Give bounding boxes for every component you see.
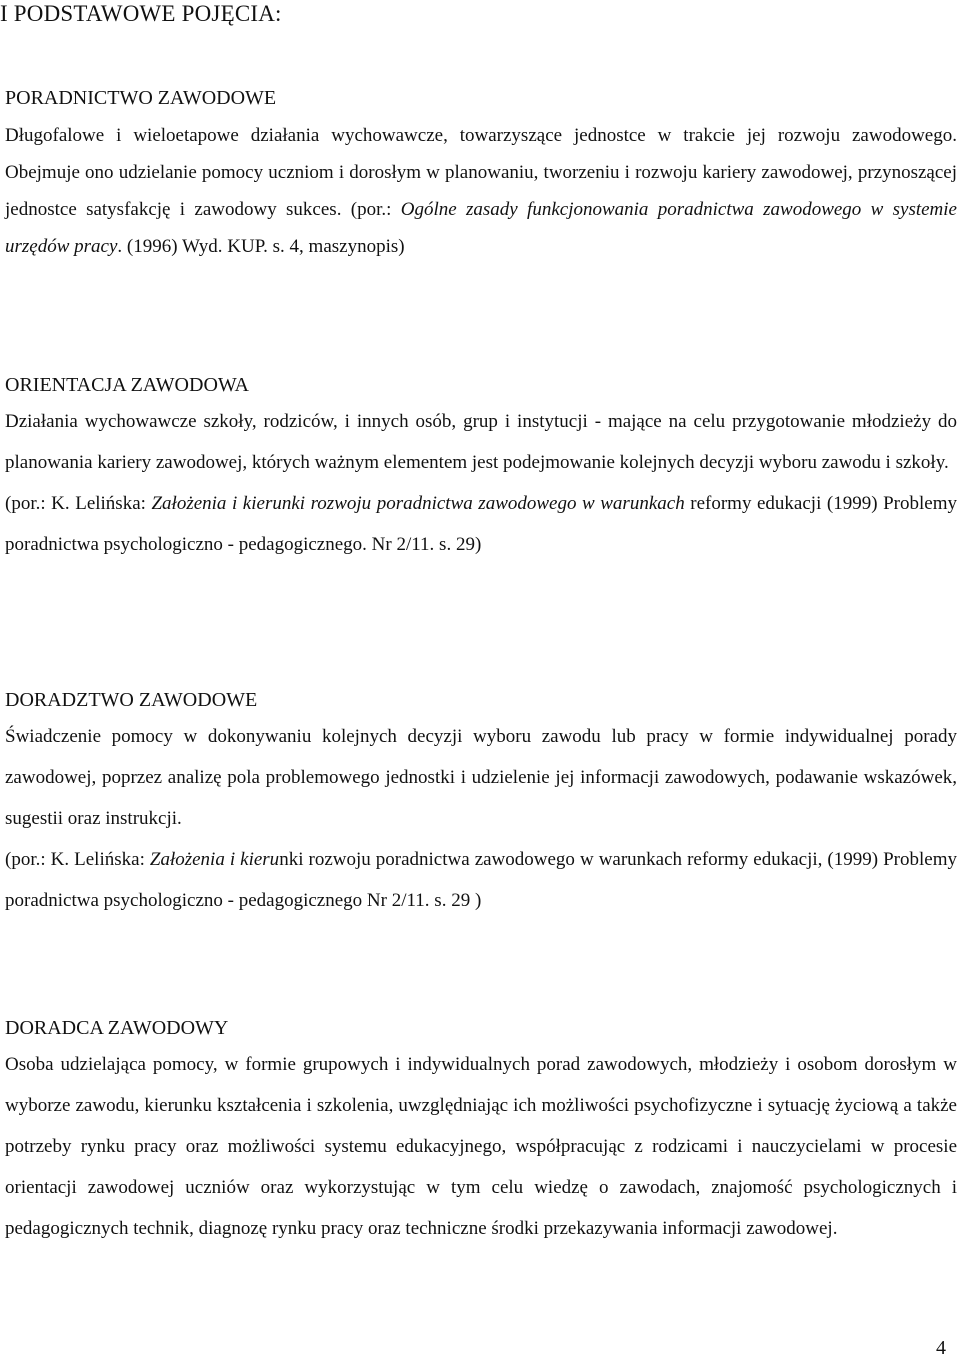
page-number: 4 [936,1337,946,1359]
section-body [5,117,957,265]
section-heading: DORADZTWO ZAWODOWE [5,689,258,711]
ref-title: Założenia i kierunki rozwoju poradnictwa zawodowego w warunkach [151,493,685,514]
ref-prefix: (por.: [341,199,401,220]
ref-prefix: (por.: K. Lelińska: [5,849,150,870]
body-text: Długofalowe i wieloetapowe działania wychowawcze, towarzyszące jednostce w trakcie jej rozwoju zawodowego. Obejmuje ono udzielanie pomocy uczniom i dorosłym w planowaniu, tworzeniu i rozwoju kariery zawodowej, przynoszącej jednostce satysfakcję i zawodowy sukces. [5,125,957,220]
section-orientacja-zawodowa [5,371,957,565]
ref-suffix: nki rozwoju poradnictwa zawodowego w warunkach reformy edukacji, (1999) Problemy poradnictwa psychologiczno - pedagogicznego Nr 2/11. s. 29 ) [5,849,957,911]
ref-prefix: (por.: K. Lelińska: [5,493,152,514]
section-heading: ORIENTACJA ZAWODOWA [5,374,249,396]
section-heading: DORADCA ZAWODOWY [5,1017,229,1039]
ref-title: Założenia i kieru [149,849,280,870]
section-doradztwo-zawodowe [5,686,957,921]
section-doradca-zawodowy [5,1014,957,1249]
ref-suffix: . (1996) Wyd. KUP. s. 4, maszynopis) [117,236,405,257]
section-body: Osoba udzielająca pomocy, w formie grupowych i indywidualnych porad zawodowych, młodzieży i osobom dorosłym w wyborze zawodu, kierunku kształcenia i szkolenia, uwzględniając ich możliwości psychofizyczne i sytuację życiową a także potrzeby rynku pracy oraz możliwości systemu edukacyjnego, współpracując z rodzicami i nauczycielami w procesie orientacji zawodowej uczniów oraz wykorzystując w tym celu wiedzę o zawodach, znajomość psychologicznych i pedagogicznych technik, diagnozę rynku pracy oraz techniczne środki przekazywania informacji zawodowej. [5,1054,957,1239]
section-body: Świadczenie pomocy w dokonywaniu kolejnych decyzji wyboru zawodu lub pracy w formie indywidualnej porady zawodowej, poprzez analizę pola problemowego jednostki i udzielenie jej informacji zawodowych, podawanie wskazówek, sugestii oraz instrukcji. [5,726,957,829]
section-reference [5,839,957,921]
ref-suffix: reformy edukacji (1999) Problemy poradnictwa psychologiczno - pedagogicznego. Nr 2/11. s. 29) [5,493,958,555]
section-heading: PORADNICTWO ZAWODOWE [5,87,277,109]
ref-title: Ogólne zasady funkcjonowania poradnictwa zawodowego w systemie urzędów pracy [5,199,957,257]
section-poradnictwo-zawodowe [5,84,957,265]
section-reference [5,483,957,565]
section-body: Działania wychowawcze szkoły, rodziców, i innych osób, grup i instytucji - mające na celu przygotowanie młodzieży do planowania kariery zawodowej, których ważnym elementem jest podejmowanie kolejnych decyzji wyboru zawodu i szkoły. [5,411,957,473]
chapter-title: I PODSTAWOWE POJĘCIA: [0,1,282,26]
